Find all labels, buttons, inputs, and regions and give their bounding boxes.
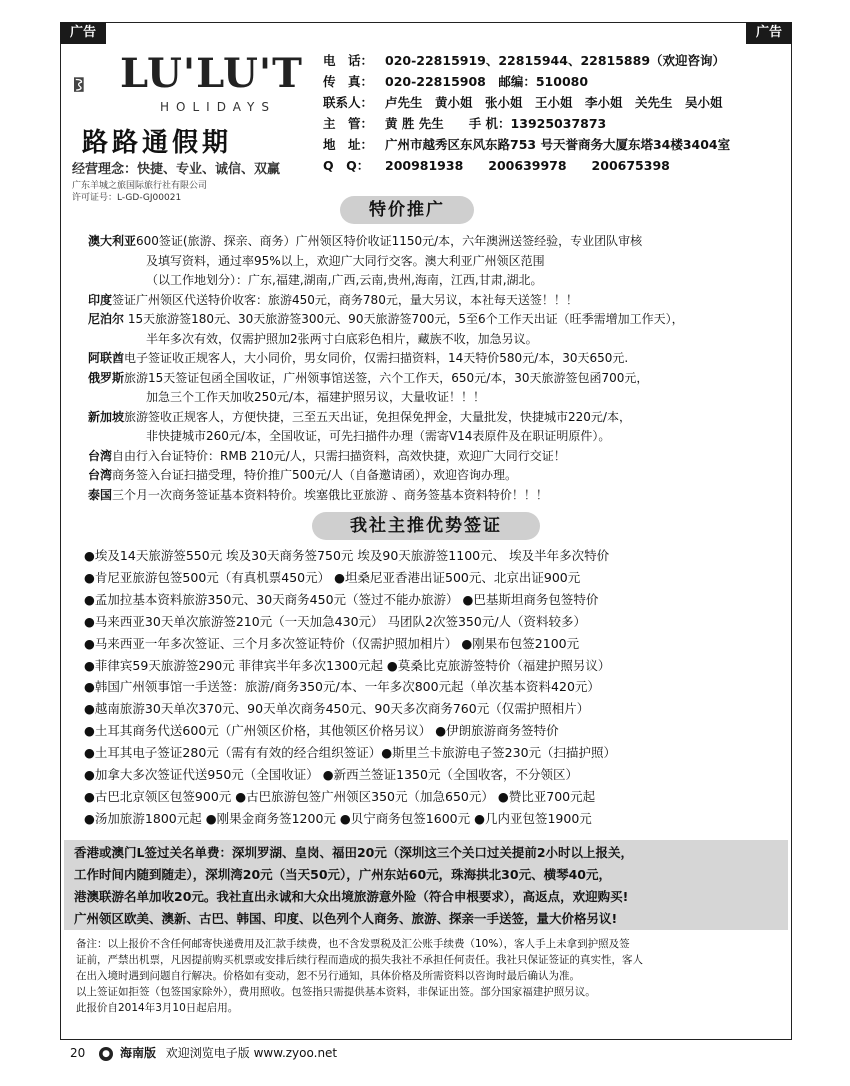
promo-text: 签证广州领区代送特价收客：旅游450元，商务780元，量大另议，本社每天送签！！！	[112, 292, 578, 307]
logo-chinese: 路路通假期	[82, 128, 233, 158]
contact-value: 020-22815919、22815944、22815889（欢迎咨询）	[385, 53, 726, 68]
company-name: 广东羊城之旅国际旅行社有限公司	[72, 181, 208, 191]
promo-text: 半年多次有效，仅需护照加2张两寸白底彩色相片，藏族不收，加急另议。	[146, 331, 538, 346]
promo-country: 印度	[88, 292, 113, 307]
promo-item	[88, 447, 788, 467]
promo-item	[88, 252, 788, 272]
promo-item	[88, 466, 788, 486]
logo-holidays: HOLIDAYS	[160, 100, 276, 114]
visa-item: ●加拿大多次签证代送950元（全国收证） ●新西兰签证1350元（全国收客，不分领区）	[84, 767, 578, 783]
contact-key: 联系人：	[323, 95, 374, 110]
visa-item: ●肯尼亚旅游包签500元（有真机票450元） ●坦桑尼亚香港出证500元、北京出证900元	[84, 569, 581, 585]
promo-country: 台湾	[88, 448, 113, 463]
promo-list	[88, 232, 788, 505]
company-info	[72, 180, 207, 204]
promo-text: 商务签入台证扫描受理，特价推广500元/人（自备邀请函），欢迎咨询办理。	[112, 468, 517, 482]
promo-text: 15天旅游签180元、30天旅游签300元、90天旅游签700元，5至6个工作天出证（旺季需增加工作天），	[124, 312, 684, 326]
promo-item	[88, 369, 788, 389]
promo-text: 及填写资料，通过率95%以上，欢迎广大同行交客。澳大利亚广州领区范围	[146, 253, 545, 268]
ad-tag-right: 广告	[746, 22, 792, 44]
promo-text: 旅游签收正规客人，方便快捷，三至五天出证，免担保免押金，大量批发，快捷城市220元/本，	[124, 409, 631, 424]
visa-item: ●马来西亚30天单次旅游签210元（一天加急430元） 马团队2次签350元/人（资料较多）	[84, 613, 587, 629]
contact-key: 主 管：	[323, 116, 374, 131]
edition-label: 海南版	[119, 1046, 156, 1060]
promo-country: 俄罗斯	[88, 370, 125, 385]
promo-text: 自由行入台证特价：RMB 210元/人，只需扫描资料，高效快捷，欢迎广大同行交证！	[112, 448, 566, 463]
visa-item: ●埃及14天旅游签550元 埃及30天商务签750元 埃及90天旅游签1100元、 埃及半年多次特价	[84, 548, 610, 563]
hk-macau-box	[64, 840, 788, 930]
visa-item: ●土耳其商务代送600元（广州领区价格，其他领区价格另议） ●伊朗旅游商务签特价	[84, 723, 559, 739]
visa-item: ●古巴北京领区包签900元 ●古巴旅游包签广州领区350元（加急650元） ●赞比亚700元起	[84, 788, 596, 804]
promo-country: 澳大利亚	[88, 234, 137, 248]
license-number: 许可证号：L-GD-GJ00021	[72, 193, 182, 203]
promo-country: 台湾	[88, 468, 113, 482]
promo-text: 三个月一次商务签证基本资料特价。埃塞俄比亚旅游 、商务签基本资料特价！！！	[112, 487, 548, 502]
visa-item: ●土耳其电子签证280元（需有有效的经合组织签证）●斯里兰卡旅游电子签230元（扫描护照）	[84, 745, 617, 761]
promo-text: 电子签证收正规客人，大小同价，男女同价，仅需扫描资料，14天特价580元/本，30天650元.	[124, 351, 629, 365]
logo-english: LU'LU'T	[120, 50, 303, 97]
promo-item	[88, 349, 788, 369]
promo-country: 新加坡	[88, 409, 125, 424]
contact-value: 020-22815908 邮编：510080	[385, 74, 589, 89]
promo-item	[88, 232, 788, 252]
visa-item: ●越南旅游30天单次370元、90天单次商务450元、90天多次商务760元（仅需护照相片）	[84, 701, 590, 717]
promo-item	[88, 271, 788, 291]
contact-row	[323, 155, 730, 176]
remark-line: 证前，严禁出机票，凡因提前购买机票或安排后续行程而造成的损失我社不承担任何责任。我社只保证签证的真实性，客人	[76, 954, 643, 966]
hk-macau-line: 香港或澳门L签过关名单费：深圳罗湖、皇岗、福田20元（深圳这三个关口过关提前2小时以上报关，	[74, 845, 634, 860]
promo-country: 泰国	[88, 487, 113, 502]
promo-item	[88, 388, 788, 408]
visa-list	[84, 545, 788, 830]
banner-special-promo: 特价推广	[340, 196, 474, 224]
remark-line: 在出入境时遇到问题自行解决。价格如有变动，恕不另行通知，具体价格及所需资料以咨询时最后确认为准。	[76, 970, 580, 982]
contact-row	[323, 71, 730, 92]
remarks-block	[76, 936, 788, 1016]
banner-featured-visas: 我社主推优势签证	[312, 512, 540, 540]
contact-key: 传 真：	[323, 74, 374, 89]
promo-text: 非快捷城市260元/本，全国收证，可先扫描件办理（需寄V14表原件及在职证明原件）。	[146, 429, 611, 443]
promo-item	[88, 486, 788, 506]
lulut-logo-icon	[74, 52, 118, 118]
contact-block	[323, 50, 730, 176]
contact-key: 地 址：	[323, 137, 374, 152]
visa-item: ●孟加拉基本资料旅游350元、30天商务450元（签过不能办旅游） ●巴基斯坦商务包签特价	[84, 591, 599, 607]
promo-country: 阿联酋	[88, 351, 125, 365]
footer-site: 欢迎浏览电子版 www.zyoo.net	[165, 1046, 338, 1060]
hk-macau-line: 广州领区欧美、澳新、古巴、韩国、印度、以色列个人商务、旅游、探亲一手送签，量大价格另议!	[74, 911, 618, 926]
promo-country: 尼泊尔	[88, 312, 125, 326]
promo-text: 600签证(旅游、探亲、商务）广州领区特价收证1150元/本，六年澳洲送签经验，专业团队审核	[136, 234, 643, 248]
promo-item	[88, 291, 788, 311]
contact-value: 黄 胜 先生 手 机：13925037873	[385, 116, 607, 131]
contact-value: 广州市越秀区东风东路753 号天誉商务大厦东塔34楼3404室	[385, 137, 731, 152]
hk-macau-line: 工作时间内随到随走），深圳湾20元（当天50元），广州东站60元，珠海拱北30元、横琴40元，	[74, 867, 611, 882]
promo-item	[88, 310, 788, 330]
promo-item	[88, 427, 788, 447]
remark-line: 备注：以上报价不含任何邮寄快递费用及汇款手续费，也不含发票税及汇公账手续费（10%），客人手上未拿到护照及签	[76, 938, 630, 950]
promo-item	[88, 408, 788, 428]
visa-item: ●汤加旅游1800元起 ●刚果金商务签1200元 ●贝宁商务包签1600元 ●几内亚包签1900元	[84, 810, 592, 826]
visa-item: ●韩国广州领事馆一手送签：旅游/商务350元/本、一年多次800元起（单次基本资料420元）	[84, 679, 600, 695]
contact-row	[323, 50, 730, 71]
visa-item: ●菲律宾59天旅游签290元 菲律宾半年多次1300元起 ●莫桑比克旅游签特价（福建护照另议）	[84, 657, 611, 673]
contact-row	[323, 113, 730, 134]
promo-text: 旅游15天签证包函全国收证，广州领事馆送签，六个工作天，650元/本，30天旅游签包函700元，	[124, 370, 649, 385]
contact-key: Q Q：	[323, 158, 370, 173]
remark-line: 此报价自2014年3月10日起启用。	[76, 1002, 239, 1014]
promo-text: （以工作地划分）：广东,福建,湖南,广西,云南,贵州,海南，江西,甘肃,湖北。	[146, 273, 543, 287]
contact-key: 电 话：	[323, 53, 374, 68]
remark-line: 以上签证如拒签（包签国家除外），费用照收。包签指只需提供基本资料，非保证出签。部分国家福建护照另议。	[76, 986, 596, 998]
contact-row	[323, 134, 730, 155]
page-number: 20	[70, 1046, 86, 1060]
contact-value: 200981938 200639978 200675398	[385, 158, 670, 173]
promo-item	[88, 330, 788, 350]
edition-circle-icon: ●	[99, 1047, 113, 1061]
contact-value: 卢先生 黄小姐 张小姐 王小姐 李小姐 关先生 吴小姐	[385, 95, 723, 110]
contact-row	[323, 92, 730, 113]
promo-text: 加急三个工作天加收250元/本，福建护照另议，大量收证！！！	[146, 390, 485, 404]
footer	[70, 1044, 337, 1061]
visa-item: ●马来西亚一年多次签证、三个月多次签证特价（仅需护照加相片） ●刚果布包签2100元	[84, 635, 580, 651]
logo-motto: 经营理念：快捷、专业、诚信、双赢	[72, 162, 281, 177]
hk-macau-line: 港澳联游名单加收20元。我社直出永诚和大众出境旅游意外险（符合申根要求），高返点，欢迎购买!	[74, 889, 629, 904]
ad-tag-left: 广告	[60, 22, 106, 44]
